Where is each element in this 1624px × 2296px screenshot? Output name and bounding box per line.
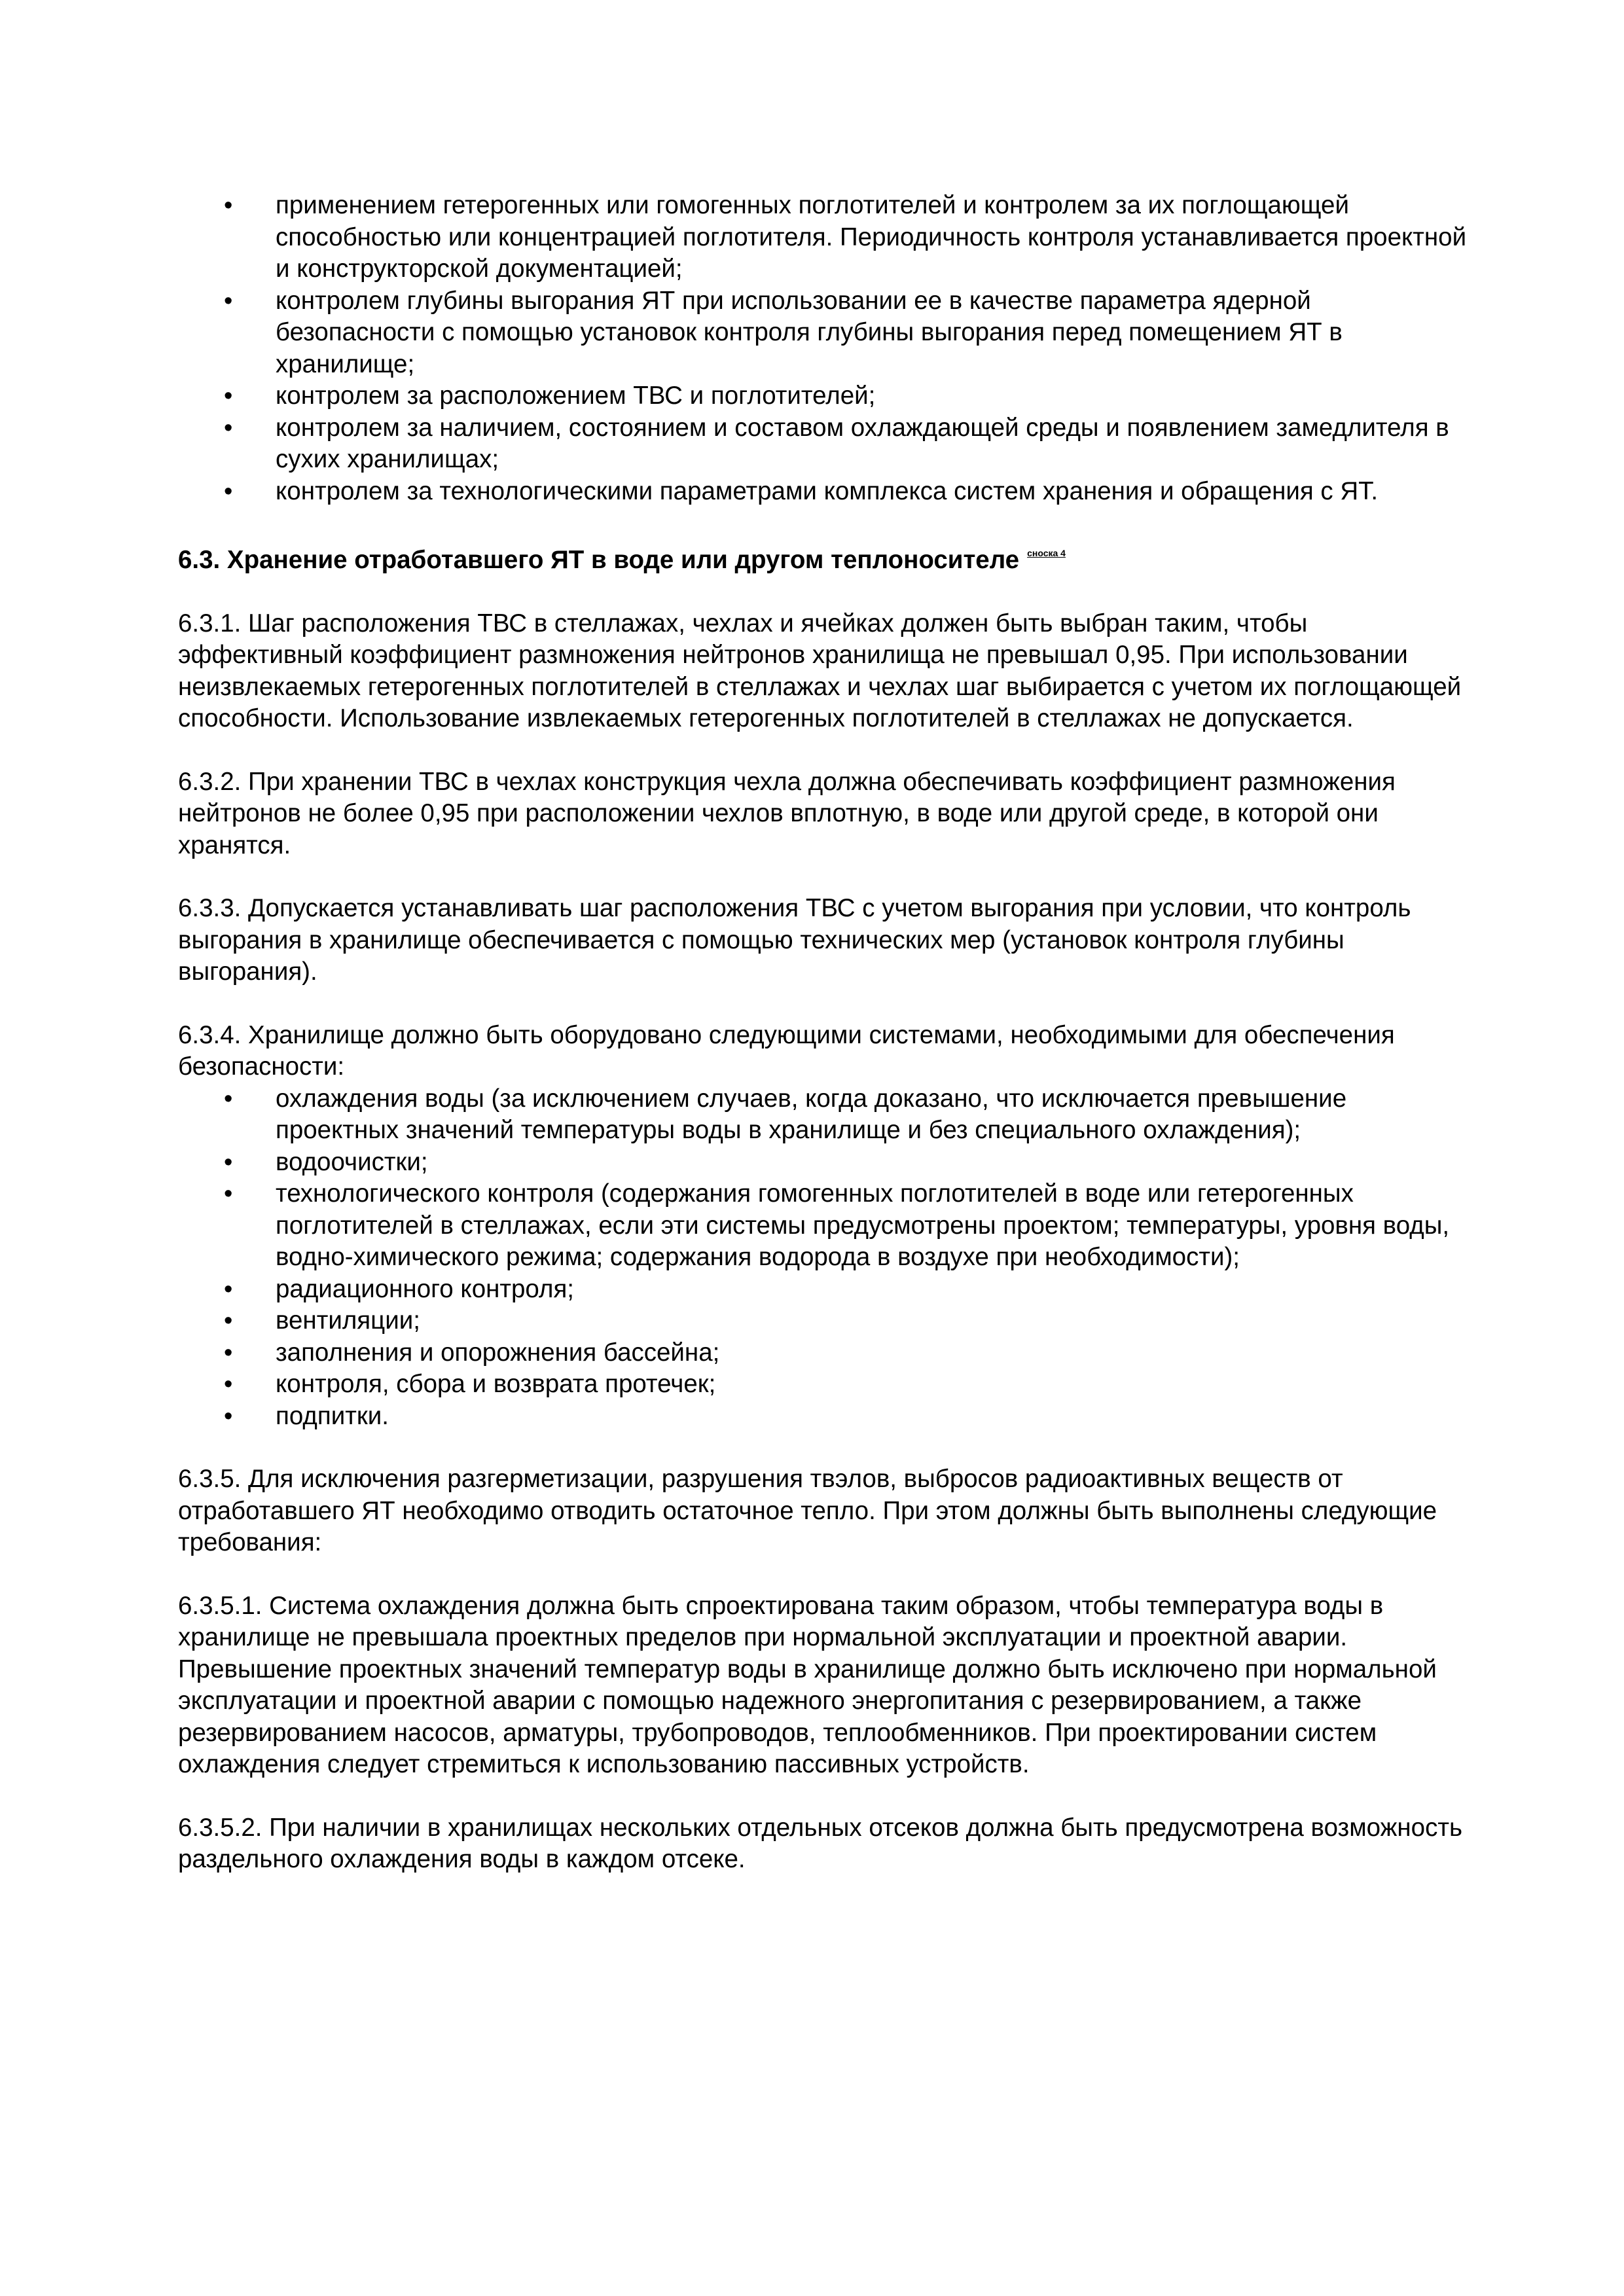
document-page <box>178 190 1474 1876</box>
safety-systems-list <box>178 1083 1474 1433</box>
list-item-text: контроля, сбора и возврата протечек; <box>276 1370 716 1398</box>
list-item-text: применением гетерогенных или гомогенных поглотителей и контролем за их поглощающей способностью или концентрацией поглотителя. Периодичность контроля устанавливается проектной и конструкторской документацией; <box>276 191 1467 283</box>
list-item <box>178 1369 1474 1401</box>
list-item-text: водоочистки; <box>276 1147 428 1176</box>
bullet-icon: • <box>224 1402 233 1430</box>
bullet-icon: • <box>224 1307 233 1335</box>
paragraph-6-3-5-2: 6.3.5.2. При наличии в хранилищах нескольких отдельных отсеков должна быть предусмотрена возможность раздельного охлаждения воды в каждом отсеке. <box>178 1813 1463 1873</box>
bullet-icon: • <box>224 1371 233 1398</box>
list-item <box>178 1147 1474 1179</box>
paragraph-6-3-5-1: 6.3.5.1. Система охлаждения должна быть спроектирована таким образом, чтобы температура воды в хранилище не превышала проектных пределов при нормальной эксплуатации и проектной аварии. Превышение проектных значений температур воды в хранилище должно быть исключено при нормальной эксплуатации и проектной аварии с помощью надежного энергопитания с резервированием, а также резервированием насосов, арматуры, трубопроводов, теплообменников. При проектировании систем охлаждения следует стремиться к использованию пассивных устройств. <box>178 1591 1437 1778</box>
bullet-icon: • <box>224 382 233 410</box>
list-item-text: заполнения и опорожнения бассейна; <box>276 1338 720 1367</box>
list-item <box>178 285 1474 381</box>
list-item-text: радиационного контроля; <box>276 1274 574 1303</box>
section-heading <box>178 537 1474 577</box>
bullet-icon: • <box>224 192 233 219</box>
list-item <box>178 476 1474 508</box>
list-item-text: вентиляции; <box>276 1306 420 1335</box>
list-item-text: контролем за технологическими параметрами комплекса систем хранения и обращения с ЯТ. <box>276 476 1379 505</box>
list-item <box>178 190 1474 285</box>
list-item-text: контролем за наличием, состоянием и составом охлаждающей среды и появлением замедлителя в сухих хранилищах; <box>276 413 1449 473</box>
list-item <box>178 1178 1474 1274</box>
bullet-icon: • <box>224 414 233 442</box>
list-item <box>178 412 1474 476</box>
list-item-text: контролем за расположением ТВС и поглотителей; <box>276 382 876 410</box>
bullet-icon: • <box>224 1338 233 1367</box>
list-item <box>178 1401 1474 1433</box>
list-item-text: подпитки. <box>276 1401 389 1430</box>
paragraph-6-3-5: 6.3.5. Для исключения разгерметизации, разрушения твэлов, выбросов радиоактивных веществ от отработавшего ЯТ необходимо отводить остаточное тепло. При этом должны быть выполнены следующие требования: <box>178 1465 1437 1556</box>
bullet-icon: • <box>224 1275 233 1303</box>
list-item <box>178 1083 1474 1147</box>
paragraph-6-3-3: 6.3.3. Допускается устанавливать шаг расположения ТВС с учетом выгорания при условии, что контроль выгорания в хранилище обеспечивается с помощью технических мер (установок контроля глубины выгорания). <box>178 894 1411 986</box>
bullet-icon: • <box>224 1180 233 1208</box>
control-measures-list <box>178 190 1474 507</box>
list-item-text: технологического контроля (содержания гомогенных поглотителей в воде или гетерогенных поглотителей в стеллажах, если эти системы предусмотрены проектом; температуры, уровня воды, водно-химического режима; содержания водорода в воздухе при необходимости); <box>276 1179 1450 1271</box>
bullet-icon: • <box>224 477 233 505</box>
section-heading-text: 6.3. Хранение отработавшего ЯТ в воде или другом теплоносителе <box>178 546 1020 574</box>
bullet-icon: • <box>224 1085 233 1113</box>
list-item <box>178 1274 1474 1306</box>
paragraph-6-3-1: 6.3.1. Шаг расположения ТВС в стеллажах, чехлах и ячейках должен быть выбран таким, чтобы эффективный коэффициент размножения нейтронов хранилища не превышал 0,95. При использовании неизвлекаемых гетерогенных поглотителей в стеллажах и чехлах шаг выбирается с учетом их поглощающей способности. Использование извлекаемых гетерогенных поглотителей в стеллажах не допускается. <box>178 609 1462 732</box>
list-item <box>178 1337 1474 1369</box>
footnote-link[interactable]: сноска 4 <box>1027 548 1066 558</box>
paragraph-6-3-2: 6.3.2. При хранении ТВС в чехлах конструкция чехла должна обеспечивать коэффициент размножения нейтронов не более 0,95 при расположении чехлов вплотную, в воде или другой среде, в которой они хранятся. <box>178 767 1396 859</box>
list-item <box>178 380 1474 412</box>
paragraph-6-3-4: 6.3.4. Хранилище должно быть оборудовано следующими системами, необходимыми для обеспечения безопасности: <box>178 1020 1395 1081</box>
bullet-icon: • <box>224 1148 233 1176</box>
list-item <box>178 1305 1474 1337</box>
list-item-text: охлаждения воды (за исключением случаев, когда доказано, что исключается превышение проектных значений температуры воды в хранилище и без специального охлаждения); <box>276 1084 1347 1144</box>
list-item-text: контролем глубины выгорания ЯТ при использовании ее в качестве параметра ядерной безопасности с помощью установок контроля глубины выгорания перед помещением ЯТ в хранилище; <box>276 286 1343 378</box>
bullet-icon: • <box>224 287 233 315</box>
